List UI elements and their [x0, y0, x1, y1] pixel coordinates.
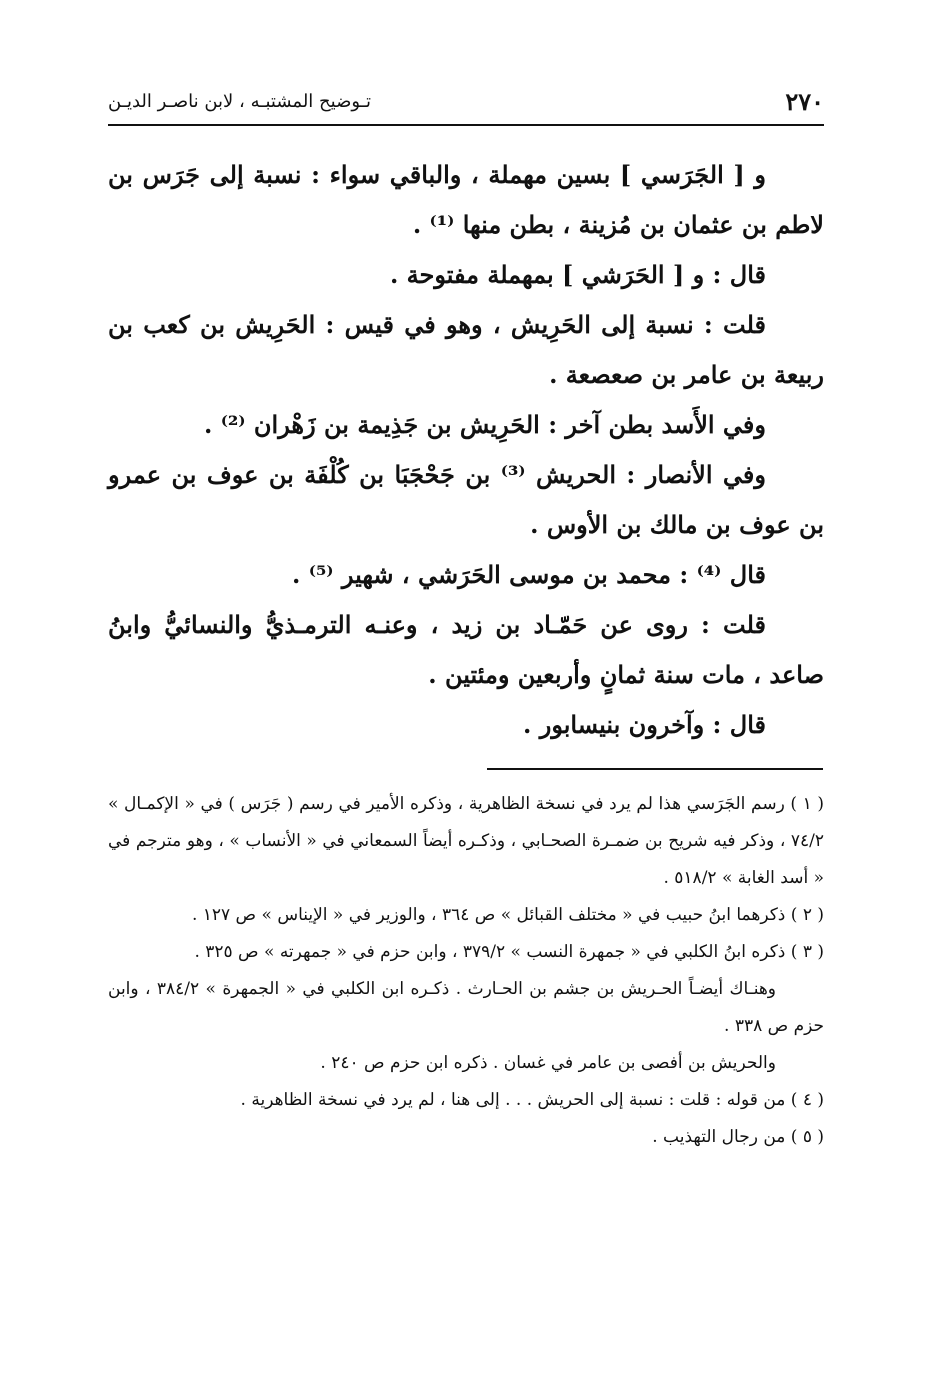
footnote-3-continuation-b: والحريش بن أفصى بن عامر في غسان . ذكره ابن حزم ص ٢٤٠ .: [320, 1053, 776, 1073]
paragraph-harish-qays: قلت : نسبة إلى الحَرِيش ، وهو في قيس : الحَرِيش بن كعب بن ربيعة بن عامر بن صعصعة .: [108, 310, 824, 389]
footnote-3: ( ٣ ) ذكره ابنُ الكلبي في « جمهرة النسب » ٣٧٩/٢ ، وابن حزم في « جمهرته » ص ٣٢٥ .: [194, 942, 824, 962]
main-text: [108, 150, 824, 750]
footnote-4: ( ٤ ) من قوله : قلت : نسبة إلى الحريش . . . إلى هنا ، لم يرد في نسخة الظاهرية .: [240, 1090, 824, 1110]
paragraph-harashi-qala: قال : و [ الحَرَشي ] بمهملة مفتوحة .: [389, 260, 766, 289]
footnote-3-continuation-a: وهنـاك أيضـاً الحـريش بن جشم بن الحـارث . ذكـره ابن الكلبي في « الجمهرة » ٣٨٤/٢ ، وابن حزم ص ٣٣٨ .: [108, 979, 824, 1036]
paragraph-muhammad-harashi: قال ⁽⁴⁾ : محمد بن موسى الحَرَشي ، شهير ⁽⁵⁾ .: [292, 560, 766, 589]
paragraph-harish-ansar: وفي الأنصار : الحريش ⁽³⁾ بن جَحْجَبَا بن كُلْفَة بن عوف بن عمرو بن عوف بن مالك بن الأوس .: [108, 460, 824, 539]
footnote-rule: [487, 768, 823, 770]
running-title: تـوضيح المشتبـه ، لابن ناصـر الديـن: [108, 90, 371, 112]
footnote-5: ( ٥ ) من رجال التهذيب .: [652, 1127, 824, 1147]
footnotes: [108, 786, 824, 1156]
footnote-2: ( ٢ ) ذكرهما ابنُ حبيب في « مختلف القبائل » ص ٣٦٤ ، والوزير في « الإيناس » ص ١٢٧ .: [191, 905, 824, 925]
paragraph-jarasi: و [ الجَرَسي ] بسين مهملة ، والباقي سواء : نسبة إلى جَرَس بن لاطم بن عثمان بن مُزينة ، بطن منها ⁽¹⁾ .: [108, 160, 824, 239]
page-number: ٢٧٠: [785, 86, 824, 116]
paragraph-nishapur: قال : وآخرون بنيسابور .: [523, 710, 766, 739]
running-head: [108, 84, 824, 118]
header-rule: [108, 124, 824, 126]
footnote-1: ( ١ ) رسم الجَرَسي هذا لم يرد في نسخة الظاهرية ، وذكره الأمير في رسم ( جَرَس ) في « الإكمـال » ٧٤/٢ ، وذكر فيه شريح بن ضمـرة الصحـابي ، وذكـره أيضاً السمعاني في « الأنساب » ، وهو مترجم في « أسد الغابة » ٥١٨/٢ .: [108, 794, 825, 888]
paragraph-riwaya: قلت : روى عن حَمّـاد بن زيد ، وعنـه الترمـذيُّ والنسائيُّ وابنُ صاعد ، مات سنة ثمانٍ وأربعين ومئتين .: [108, 610, 824, 689]
paragraph-harish-asad: وفي الأَسد بطن آخر : الحَرِيش بن جَذِيمة بن زَهْران ⁽²⁾ .: [204, 410, 766, 439]
